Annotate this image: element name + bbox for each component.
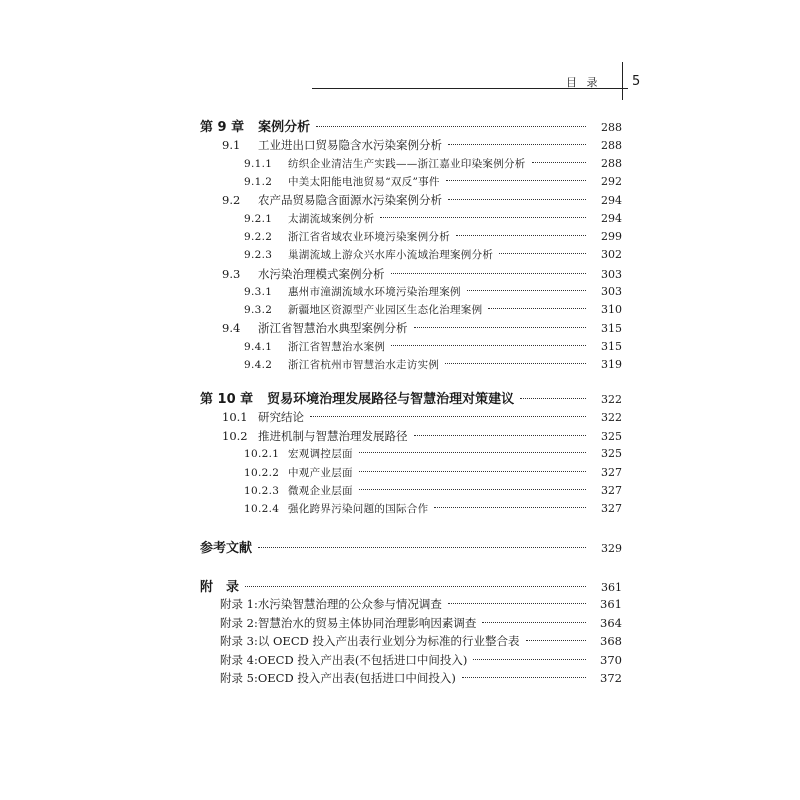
toc-number: 9.3.1 [244,286,273,298]
toc-section-10-2[interactable] [222,428,622,444]
toc-page: 368 [600,634,622,648]
toc-title: 参考文献 [200,541,253,556]
toc-appendix-5[interactable] [220,670,622,686]
leader-dots [462,677,586,678]
leader-dots [532,162,586,163]
toc-subsection-10-2-3[interactable] [244,483,622,498]
toc-page: 361 [600,597,622,611]
toc-page: 288 [601,121,622,134]
toc-page: 315 [601,322,622,335]
toc-page: 329 [601,542,622,555]
toc-page: 292 [601,175,622,188]
toc-number: 9.3 [222,267,241,281]
toc-page: 364 [600,616,622,630]
toc-section-9-1[interactable] [222,137,622,153]
toc-title: 惠州市潼湖流域水环境污染治理案例 [288,286,461,298]
leader-dots [526,640,587,641]
toc-subsection-9-2-1[interactable] [244,211,622,226]
toc-page: 327 [601,484,622,497]
toc-subsection-10-2-1[interactable] [244,446,622,461]
toc-page: 303 [601,285,622,298]
toc-chapter-9[interactable] [200,116,622,135]
toc-title: 农产品贸易隐含面源水污染案例分析 [258,193,442,207]
toc-subsection-9-3-2[interactable] [244,302,622,317]
toc-number: 9.1.1 [244,158,273,170]
toc-references[interactable] [200,537,622,556]
toc-number: 9.4 [222,321,241,335]
toc-number: 9.4.1 [244,341,273,353]
toc-title: 新疆地区资源型产业园区生态化治理案例 [288,304,483,316]
toc-appendix[interactable] [200,576,622,595]
toc-title: 浙江省智慧治水案例 [288,341,386,353]
leader-dots [359,471,586,472]
toc-section-9-4[interactable] [222,320,622,336]
leader-dots [482,622,586,623]
toc-title: 附录 3:以 OECD 投入产出表行业划分为标准的行业整合表 [220,634,520,648]
leader-dots [245,586,586,587]
toc-title: 推进机制与智慧治理发展路径 [258,429,408,443]
header-divider [622,62,623,100]
toc-title: 附录 1:水污染智慧治理的公众参与情况调查 [220,597,442,611]
toc-title: 浙江省杭州市智慧治水走访实例 [288,359,440,371]
leader-dots [391,345,586,346]
leader-dots [359,489,586,490]
toc-appendix-1[interactable] [220,596,622,612]
toc-title: 太湖流域案例分析 [288,213,375,225]
toc-title: 研究结论 [258,410,304,424]
leader-dots [448,144,586,145]
toc-subsection-10-2-4[interactable] [244,501,622,516]
leader-dots [258,547,586,548]
toc-page: 315 [601,340,622,353]
toc-subsection-9-4-2[interactable] [244,357,622,372]
toc-page: 299 [601,230,622,243]
toc-number: 9.2.3 [244,249,273,261]
leader-dots [359,452,586,453]
toc-title: 中观产业层面 [288,467,353,479]
toc-page: 370 [600,653,622,667]
leader-dots [473,659,586,660]
toc-number: 9.2 [222,193,241,207]
toc-title: 工业进出口贸易隐含水污染案例分析 [258,138,442,152]
toc-title: 水污染治理模式案例分析 [258,267,385,281]
toc-page: 327 [601,502,622,515]
toc-page: 325 [601,430,622,443]
toc-section-9-2[interactable] [222,192,622,208]
toc-page: 327 [601,466,622,479]
toc-number: 10.2.3 [244,485,280,497]
toc-page: 319 [601,358,622,371]
leader-dots [499,253,586,254]
toc-number: 第 9 章 [200,120,245,135]
toc-subsection-10-2-2[interactable] [244,465,622,480]
toc-chapter-10[interactable] [200,388,622,407]
running-header-title: 目 录 [566,76,601,89]
toc-title: 贸易环境治理发展路径与智慧治理对策建议 [267,392,515,407]
leader-dots [316,126,586,127]
toc-appendix-2[interactable] [220,615,622,631]
toc-subsection-9-2-3[interactable] [244,247,622,262]
toc-number: 9.1 [222,138,241,152]
toc-title: 中美太阳能电池贸易“双反”事件 [288,176,440,188]
toc-page: 294 [601,194,622,207]
leader-dots [448,603,586,604]
toc-title: 纺织企业清洁生产实践——浙江嘉业印染案例分析 [288,158,526,170]
toc-number: 9.1.2 [244,176,273,188]
leader-dots [456,235,586,236]
toc-subsection-9-1-2[interactable] [244,174,622,189]
toc-title: 强化跨界污染问题的国际合作 [288,503,429,515]
leader-dots [414,435,587,436]
toc-number: 10.2.2 [244,467,280,479]
toc-page: 302 [601,248,622,261]
leader-dots [446,180,586,181]
toc-number: 第 10 章 [200,392,254,407]
toc-number: 10.2.4 [244,503,280,515]
toc-appendix-3[interactable] [220,633,622,649]
toc-subsection-9-4-1[interactable] [244,339,622,354]
toc-page: 294 [601,212,622,225]
toc-page: 288 [601,139,622,152]
toc-section-9-3[interactable] [222,266,622,282]
toc-appendix-4[interactable] [220,652,622,668]
toc-subsection-9-3-1[interactable] [244,284,622,299]
toc-number: 10.2 [222,429,248,443]
leader-dots [391,273,587,274]
toc-number: 10.1 [222,410,248,424]
leader-dots [380,217,586,218]
toc-number: 9.4.2 [244,359,273,371]
toc-page: 310 [601,303,622,316]
leader-dots [448,199,586,200]
toc-number: 9.2.2 [244,231,273,243]
toc-title: 附录 2:智慧治水的贸易主体协同治理影响因素调查 [220,616,477,630]
toc-title: 宏观调控层面 [288,448,353,460]
toc-page: 361 [601,581,622,594]
leader-dots [467,290,586,291]
leader-dots [488,308,586,309]
toc-number: 9.3.2 [244,304,273,316]
toc-title: 附录 4:OECD 投入产出表(不包括进口中间投入) [220,653,468,667]
toc-page: 322 [601,393,622,406]
toc-title: 浙江省智慧治水典型案例分析 [258,321,408,335]
toc-title: 浙江省省域农业环境污染案例分析 [288,231,450,243]
toc-page: 325 [601,447,622,460]
toc-page: 288 [601,157,622,170]
leader-dots [445,363,586,364]
toc-page: 322 [601,411,622,424]
toc-subsection-9-2-2[interactable] [244,229,622,244]
toc-title: 巢湖流域上游众兴水库小流域治理案例分析 [288,249,494,261]
toc-page: 303 [601,268,622,281]
leader-dots [434,507,586,508]
toc-number: 10.2.1 [244,448,280,460]
toc-subsection-9-1-1[interactable] [244,156,622,171]
toc-title: 微观企业层面 [288,485,353,497]
toc-title: 附录 5:OECD 投入产出表(包括进口中间投入) [220,671,456,685]
leader-dots [414,327,587,328]
toc-page: 372 [600,671,622,685]
toc-title: 附 录 [200,580,240,595]
toc-section-10-1[interactable] [222,409,622,425]
page-number: 5 [632,74,641,89]
toc-number: 9.2.1 [244,213,273,225]
toc-title: 案例分析 [258,120,311,135]
leader-dots [520,398,586,399]
leader-dots [310,416,586,417]
